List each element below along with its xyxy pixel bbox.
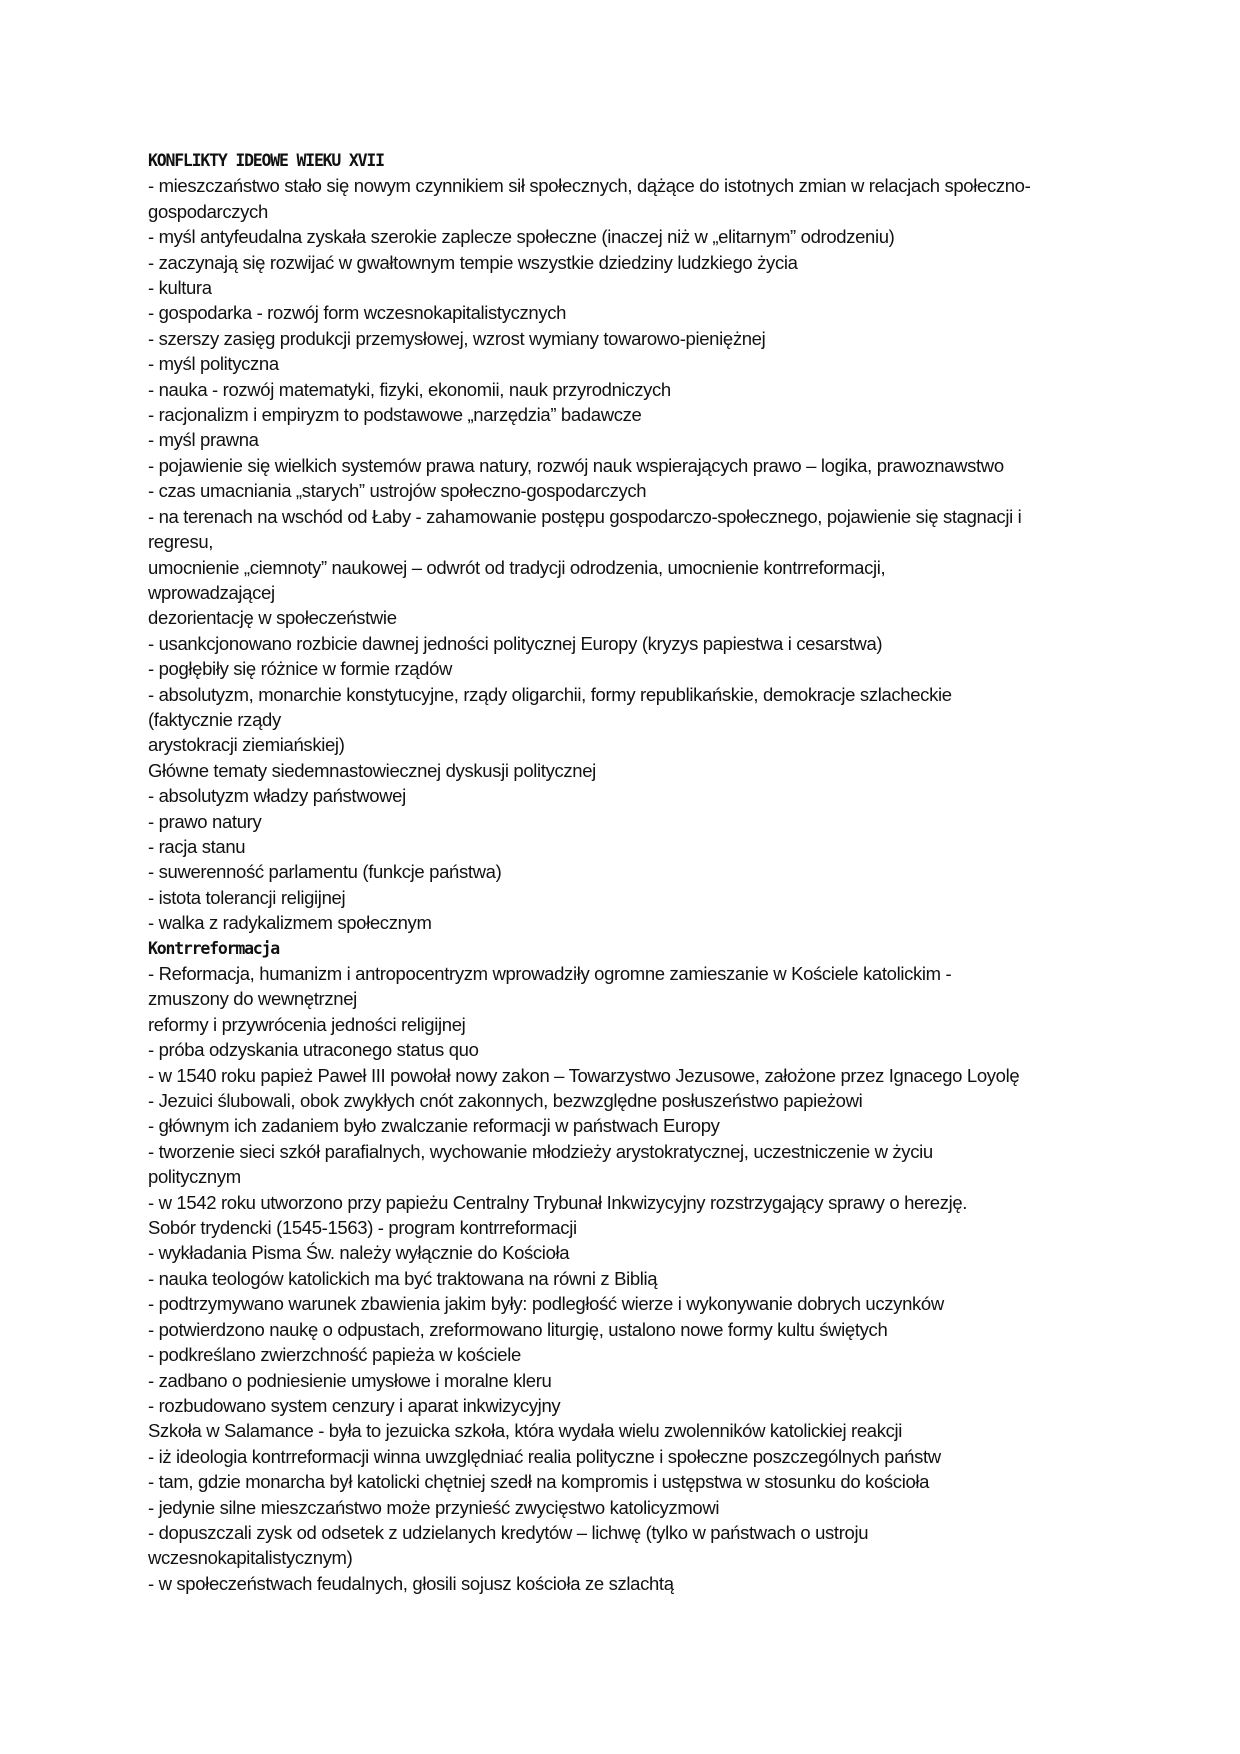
text-line: - tam, gdzie monarcha był katolicki chętniej szedł na kompromis i ustępstwa w stosunku do kościoła: [148, 1471, 930, 1493]
text-line: wczesnokapitalistycznym): [148, 1547, 353, 1569]
text-line: - na terenach na wschód od Łaby - zahamowanie postępu gospodarczo-społecznego, pojawienie się stagnacji i: [148, 505, 1022, 527]
text-line: - czas umacniania „starych” ustrojów społeczno-gospodarczych: [148, 480, 647, 502]
text-line: - wykładania Pisma Św. należy wyłącznie do Kościoła: [148, 1242, 570, 1264]
text-line: - tworzenie sieci szkół parafialnych, wychowanie młodzieży arystokratycznej, uczestniczenie w życiu: [148, 1140, 933, 1162]
text-line: - absolutyzm, monarchie konstytucyjne, rządy oligarchii, formy republikańskie, demokracje szlacheckie: [148, 683, 952, 705]
text-line: - szerszy zasięg produkcji przemysłowej, wzrost wymiany towarowo-pieniężnej: [148, 327, 766, 349]
text-line: - kultura: [148, 277, 212, 299]
text-line: - gospodarka - rozwój form wczesnokapitalistycznych: [148, 302, 567, 324]
text-line: zmuszony do wewnętrznej: [148, 988, 357, 1010]
text-line: - myśl antyfeudalna zyskała szerokie zaplecze społeczne (inaczej niż w „elitarnym” odrodzeniu): [148, 226, 895, 248]
text-line: - jedynie silne mieszczaństwo może przynieść zwycięstwo katolicyzmowi: [148, 1496, 720, 1518]
text-line: - pojawienie się wielkich systemów prawa natury, rozwój nauk wspierających prawo – logika, prawoznawstwo: [148, 454, 1004, 476]
text-line: regresu,: [148, 531, 214, 553]
text-line: - iż ideologia kontrreformacji winna uwzględniać realia polityczne i społeczne poszczególnych państw: [148, 1445, 941, 1467]
text-line: - usankcjonowano rozbicie dawnej jedności politycznej Europy (kryzys papiestwa i cesarstwa): [148, 632, 883, 654]
text-line: - nauka teologów katolickich ma być traktowana na równi z Biblią: [148, 1267, 658, 1289]
text-line: - podtrzymywano warunek zbawienia jakim były: podległość wierze i wykonywanie dobrych uczynków: [148, 1293, 944, 1315]
text-line: - myśl polityczna: [148, 353, 279, 375]
text-line: - dopuszczali zysk od odsetek z udzielanych kredytów – lichwę (tylko w państwach o ustroju: [148, 1521, 869, 1543]
text-line: - zaczynają się rozwijać w gwałtownym tempie wszystkie dziedziny ludzkiego życia: [148, 251, 798, 273]
text-line: - próba odzyskania utraconego status quo: [148, 1039, 479, 1061]
text-line: - racjonalizm i empiryzm to podstawowe „narzędzia” badawcze: [148, 404, 642, 426]
text-line: - potwierdzono naukę o odpustach, zreformowano liturgię, ustalono nowe formy kultu świętych: [148, 1318, 888, 1340]
text-line: arystokracji ziemiańskiej): [148, 734, 345, 756]
text-line: - Reformacja, humanizm i antropocentryzm wprowadziły ogromne zamieszanie w Kościele katolickim -: [148, 963, 952, 984]
section-heading: KONFLIKTY IDEOWE WIEKU XVII: [148, 151, 384, 170]
text-line: - racja stanu: [148, 835, 246, 857]
text-line: - istota tolerancji religijnej: [148, 886, 346, 908]
text-line: - w społeczeństwach feudalnych, głosili sojusz kościoła ze szlachtą: [148, 1572, 674, 1594]
text-line: - walka z radykalizmem społecznym: [148, 912, 432, 934]
text-line: - myśl prawna: [148, 429, 259, 451]
text-line: - podkreślano zwierzchność papieża w kościele: [148, 1344, 521, 1366]
text-line: - w 1542 roku utworzono przy papieżu Centralny Trybunał Inkwizycyjny rozstrzygający sprawy o herezję.: [148, 1191, 968, 1213]
text-line: - prawo natury: [148, 810, 262, 832]
text-line: - mieszczaństwo stało się nowym czynnikiem sił społecznych, dążące do istotnych zmian w relacjach społeczno-: [148, 175, 1031, 197]
text-line: - absolutyzm władzy państwowej: [148, 785, 406, 807]
text-line: - rozbudowano system cenzury i aparat inkwizycyjny: [148, 1394, 561, 1416]
text-line: dezorientację w społeczeństwie: [148, 607, 397, 629]
text-line: Sobór trydencki (1545-1563) - program kontrreformacji: [148, 1217, 577, 1239]
text-line: - głównym ich zadaniem było zwalczanie reformacji w państwach Europy: [148, 1115, 720, 1137]
text-line: gospodarczych: [148, 200, 268, 222]
section-heading: Kontrreformacja: [148, 938, 280, 958]
text-line: - suwerenność parlamentu (funkcje państwa): [148, 861, 502, 883]
text-line: wprowadzającej: [148, 581, 275, 603]
text-line: - pogłębiły się różnice w formie rządów: [148, 658, 453, 680]
text-line: - zadbano o podniesienie umysłowe i moralne kleru: [148, 1369, 552, 1391]
text-line: politycznym: [148, 1166, 241, 1188]
text-line: umocnienie „ciemnoty” naukowej – odwrót od tradycji odrodzenia, umocnienie kontrreformacji,: [148, 556, 886, 578]
text-line: reformy i przywrócenia jedności religijnej: [148, 1013, 466, 1035]
text-line: - Jezuici ślubowali, obok zwykłych cnót zakonnych, bezwzględne posłuszeństwo papieżowi: [148, 1090, 863, 1112]
text-line: - nauka - rozwój matematyki, fizyki, ekonomii, nauk przyrodniczych: [148, 378, 671, 400]
document-page: [148, 148, 1148, 1596]
text-line: Główne tematy siedemnastowiecznej dyskusji politycznej: [148, 759, 596, 781]
text-line: (faktycznie rządy: [148, 708, 281, 730]
text-line: - w 1540 roku papież Paweł III powołał nowy zakon – Towarzystwo Jezusowe, założone przez Ignacego Loyolę: [148, 1064, 1020, 1086]
text-line: Szkoła w Salamance - była to jezuicka szkoła, która wydała wielu zwolenników katolickiej reakcji: [148, 1420, 903, 1442]
